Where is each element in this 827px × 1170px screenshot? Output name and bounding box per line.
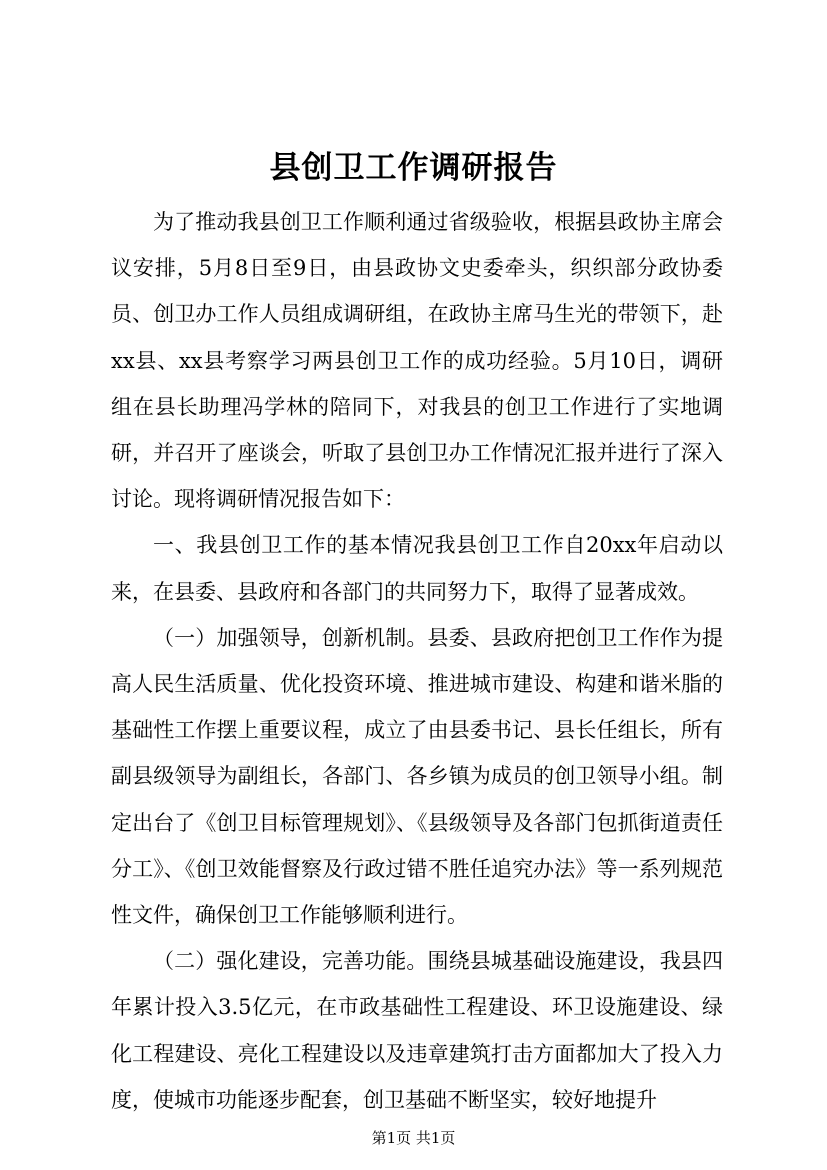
paragraph-construction: （二）强化建设，完善功能。围绕县城基础设施建设，我县四年累计投入3.5亿元，在市政基础性工程建设、环卫设施建设、绿化工程建设、亮化工程建设以及违章建筑打击方面都加大了投入力度，使城市功能逐步配套，创卫基础不断坚实，较好地提升 bbox=[111, 949, 723, 1112]
paragraph-intro: 为了推动我县创卫工作顺利通过省级验收，根据县政协主席会议安排，5月8日至9日，由县政协文史委牵头，织织部分政协委员、创卫办工作人员组成调研组，在政协主席马生光的带领下，赴xx县、xx县考察学习两县创卫工作的成功经验。5月10日，调研组在县长助理冯学林的陪同下，对我县的创卫工作进行了实地调研，并召开了座谈会，听取了县创卫办工作情况汇报并进行了深入讨论。现将调研情况报告如下： bbox=[111, 210, 723, 512]
page-footer: 第1页 共1页 bbox=[371, 1129, 456, 1147]
paragraph-section-one: 一、我县创卫工作的基本情况我县创卫工作自20xx年启动以来，在县委、县政府和各部门的共同努力下，取得了显著成效。 bbox=[111, 533, 723, 604]
document-title: 县创卫工作调研报告 bbox=[269, 150, 558, 186]
paragraph-leadership: （一）加强领导，创新机制。县委、县政府把创卫工作作为提高人民生活质量、优化投资环境、推进城市建设、构建和谐米脂的基础性工作摆上重要议程，成立了由县委书记、县长任组长，所有副县级领导为副组长，各部门、各乡镇为成员的创卫领导小组。制定出台了《创卫目标管理规划》、《县级领导及各部门包抓街道责任分工》、《创卫效能督察及行政过错不胜任追究办法》等一系列规范性文件，确保创卫工作能够顺利进行。 bbox=[111, 625, 723, 928]
document-body bbox=[111, 199, 723, 1123]
